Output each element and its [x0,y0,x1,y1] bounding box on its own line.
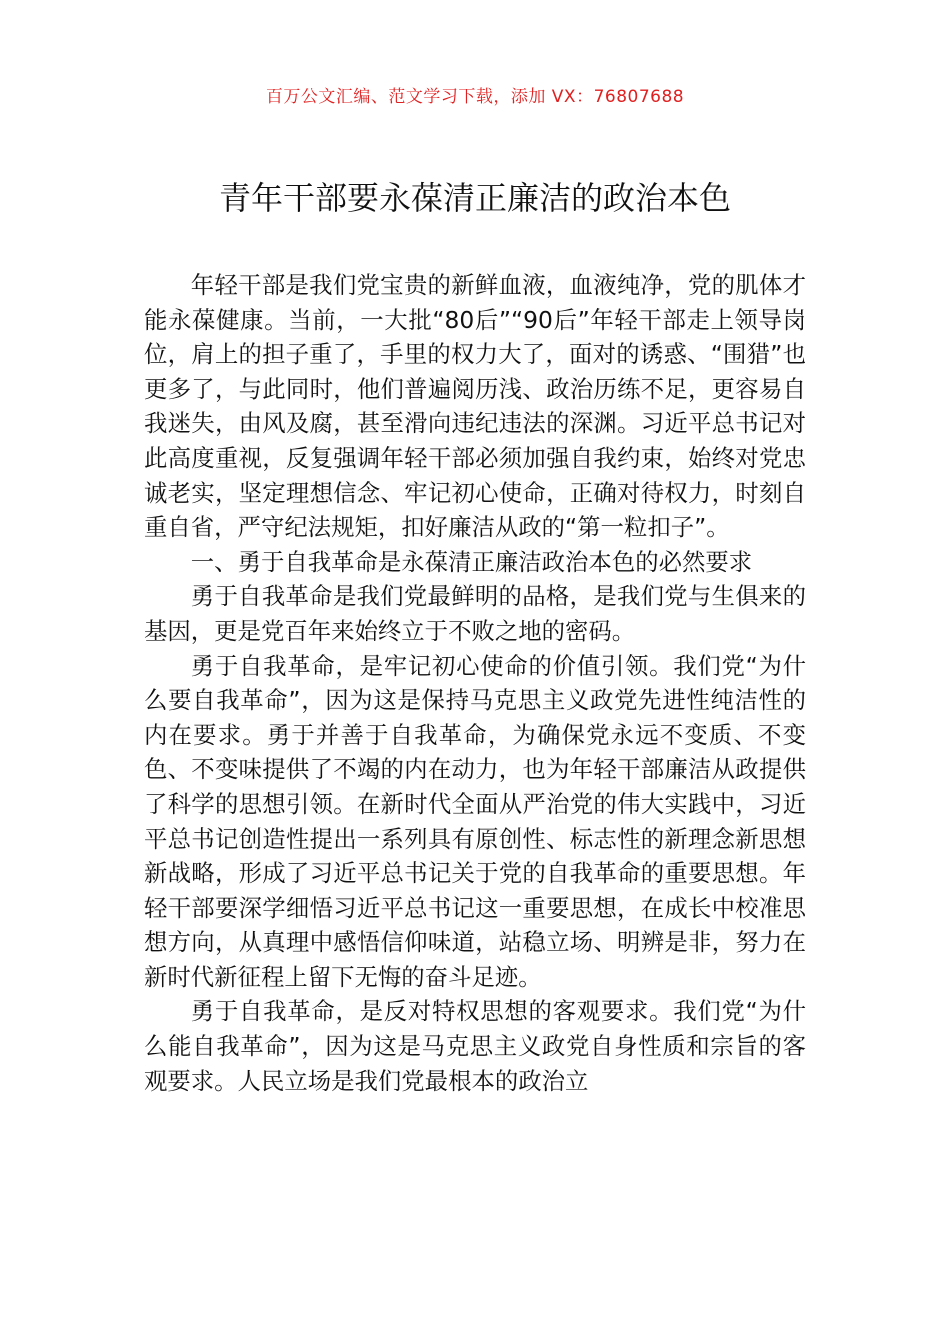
section-heading-1: 一、勇于自我革命是永葆清正廉洁政治本色的必然要求 [190,547,753,576]
document-body [144,268,806,1098]
paragraph-intro: 年轻干部是我们党宝贵的新鲜血液，血液纯净，党的肌体才能永葆健康。当前，一大批“80后”“90后”年轻干部走上领导岗位，肩上的担子重了，手里的权力大了，面对的诱惑、“围猎”也更多了，与此同时，他们普遍阅历浅、政治历练不足，更容易自我迷失，由风及腐，甚至滑向违纪违法的深渊。习近平总书记对此高度重视，反复强调年轻干部必须加强自我约束，始终对党忠诚老实，坚定理想信念、牢记初心使命，正确对待权力，时刻自重自省，严守纪法规矩，扣好廉洁从政的“第一粒扣子”。 [144,271,806,542]
paragraph: 勇于自我革命，是反对特权思想的客观要求。我们党“为什么能自我革命”，因为这是马克思主义政党自身性质和宗旨的客观要求。人民立场是我们党最根本的政治立 [144,997,806,1095]
document-title: 青年干部要永葆清正廉洁的政治本色 [218,179,731,217]
paragraph: 勇于自我革命是我们党最鲜明的品格，是我们党与生俱来的基因，更是党百年来始终立于不败之地的密码。 [144,582,806,645]
header-note: 百万公文汇编、范文学习下载，添加 VX：76807688 [265,87,685,107]
paragraph: 勇于自我革命，是牢记初心使命的价值引领。我们党“为什么要自我革命”，因为这是保持马克思主义政党先进性纯洁性的内在要求。勇于并善于自我革命，为确保党永远不变质、不变色、不变味提供了不竭的内在动力，也为年轻干部廉洁从政提供了科学的思想引领。在新时代全面从严治党的伟大实践中，习近平总书记创造性提出一系列具有原创性、标志性的新理念新思想新战略，形成了习近平总书记关于党的自我革命的重要思想。年轻干部要深学细悟习近平总书记这一重要思想，在成长中校准思想方向，从真理中感悟信仰味道，站稳立场、明辨是非，努力在新时代新征程上留下无悔的奋斗足迹。 [144,651,806,991]
